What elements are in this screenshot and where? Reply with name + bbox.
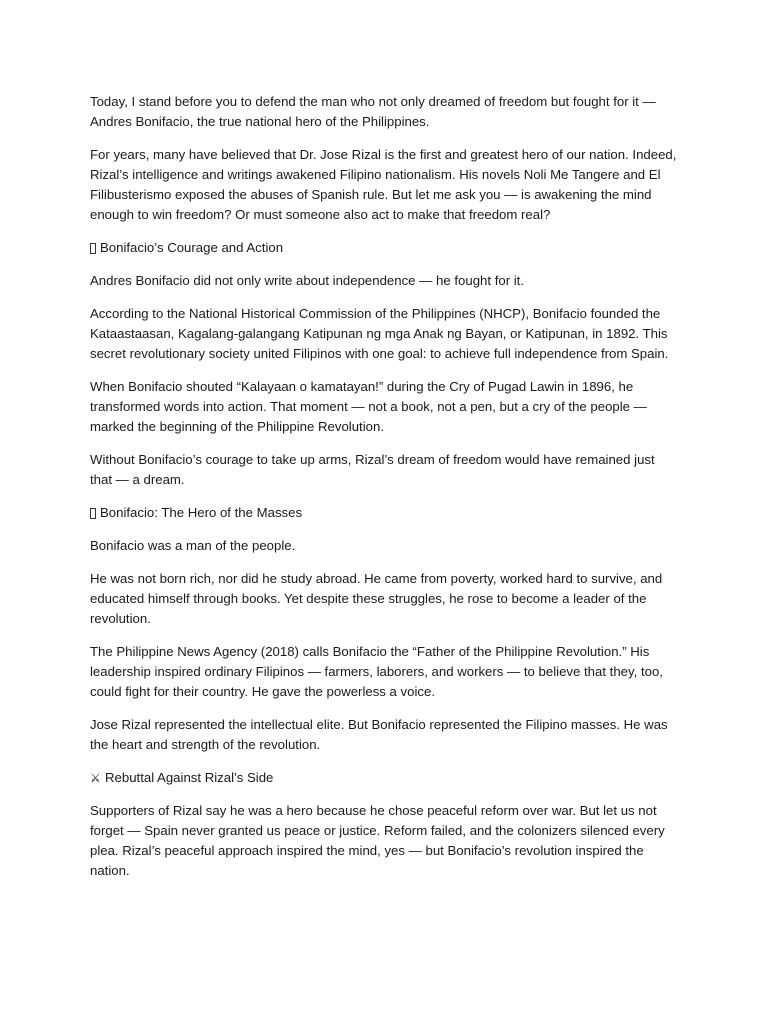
paragraph-rebuttal: Supporters of Rizal say he was a hero because he chose peaceful reform over war. But let us not forget — Spain never granted us peace or justice. Reform failed, and the colonizers silenced every plea. Rizal’s peaceful approach inspired the mind, yes — but Bonifacio’s revolution inspired the nation. [90,803,665,878]
paragraph-intro: Today, I stand before you to defend the man who not only dreamed of freedom but fought for it — Andres Bonifacio, the true national hero of the Philippines. [90,94,656,129]
paragraph-nhcp: According to the National Historical Commission of the Philippines (NHCP), Bonifacio founded the Kataastaasan, Kagalang-galangang Katipunan ng mga Anak ng Bayan, or Katipunan, in 1892. This secret revolutionary society united Filipinos with one goal: to achieve full independence from Spain. [90,306,669,361]
paragraph-man-of-people: Bonifacio was a man of the people. [90,538,296,553]
paragraph-courage: Without Bonifacio’s courage to take up arms, Rizal’s dream of freedom would have remained just that — a dream. [90,452,655,487]
missing-glyph-icon [90,243,96,254]
paragraph-rizal-belief: For years, many have believed that Dr. Jose Rizal is the first and greatest hero of our nation. Indeed, Rizal’s intelligence and writings awakened Filipino nationalism. His novels Noli Me Tangere and El Filibusterismo exposed the abuses of Spanish rule. But let me ask you — is awakening the mind enough to win freedom? Or must someone also act to make that freedom real? [90,147,677,222]
document-page [90,92,680,894]
section-heading-label: Bonifacio’s Courage and Action [100,240,284,255]
crossed-swords-icon: ⚔ [90,771,101,785]
section-heading-label: Bonifacio: The Hero of the Masses [100,505,303,520]
section-heading-masses [90,503,680,523]
paragraph-cry: When Bonifacio shouted “Kalayaan o kamatayan!” during the Cry of Pugad Lawin in 1896, he transformed words into action. That moment — not a book, not a pen, but a cry of the people — marked the beginning of the Philippine Revolution. [90,379,647,434]
paragraph-pna: The Philippine News Agency (2018) calls Bonifacio the “Father of the Philippine Revolution.” His leadership inspired ordinary Filipinos — farmers, laborers, and workers — to believe that they, too, could fight for their country. He gave the powerless a voice. [90,644,663,699]
paragraph-elite: Jose Rizal represented the intellectual elite. But Bonifacio represented the Filipino masses. He was the heart and strength of the revolution. [90,717,668,752]
paragraph-fought: Andres Bonifacio did not only write about independence — he fought for it. [90,273,525,288]
section-heading-courage [90,238,680,258]
section-heading-label: Rebuttal Against Rizal’s Side [105,770,274,785]
missing-glyph-icon [90,508,96,519]
section-heading-rebuttal [90,768,680,788]
paragraph-poverty: He was not born rich, nor did he study abroad. He came from poverty, worked hard to survive, and educated himself through books. Yet despite these struggles, he rose to become a leader of the revolution. [90,571,663,626]
